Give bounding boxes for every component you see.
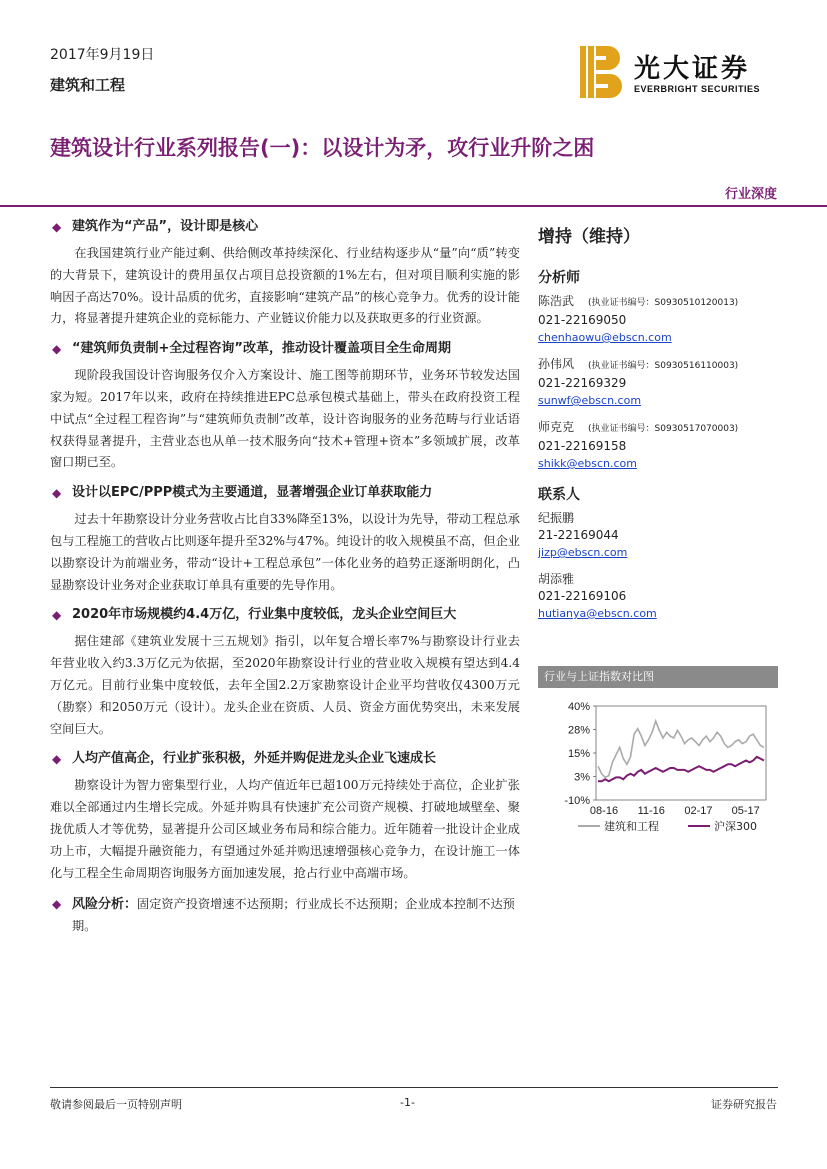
analyst-card [538,356,778,409]
logo-english-name: EVERBRIGHT SECURITIES [634,84,761,94]
legend-label: 建筑和工程 [604,820,659,833]
x-tick-label: 05-17 [731,805,760,817]
section-1 [50,218,520,330]
footer-disclaimer: 敬请参阅最后一页特别声明 [50,1098,182,1111]
analyst-name: 师克克 [538,420,575,434]
report-title: 建筑设计行业系列报告(一)：以设计为矛，攻行业升阶之困 [50,136,595,160]
report-date: 2017年9月19日 [50,47,155,63]
diamond-bullet-icon: ◆ [52,608,62,623]
section-5 [50,750,520,884]
chart-title: 行业与上证指数对比图 [538,666,778,688]
section-3 [50,484,520,596]
contact-heading: 联系人 [538,487,580,503]
analyst-card [538,293,778,346]
analyst-phone: 021-22169050 [538,313,627,327]
page-number: -1- [400,1096,415,1109]
index-comparison-chart [538,666,778,846]
analyst-email-link[interactable]: chenhaowu@ebscn.com [538,331,672,344]
logo-chinese-name: 光大证券 [634,54,751,84]
footer-report-label: 证券研究报告 [711,1098,777,1111]
diamond-bullet-icon: ◆ [52,752,62,767]
section-heading: ◆ 建筑作为“产品”，设计即是核心 [52,219,259,234]
sector-name: 建筑和工程 [50,76,126,94]
contact-name: 胡添雅 [538,572,575,586]
x-tick-label: 11-16 [637,805,665,817]
footer-divider [50,1087,778,1088]
report-type-tag: 行业深度 [724,187,777,202]
contact-card [538,571,778,622]
contact-name: 纪振鹏 [538,511,575,525]
contact-phone: 21-22169044 [538,528,619,542]
analyst-heading: 分析师 [538,270,580,286]
y-tick-label: 15% [567,748,590,760]
legend-label: 沪深300 [714,820,757,833]
contact-phone: 021-22169106 [538,589,627,603]
section-4 [50,606,520,740]
contact-email-link[interactable]: hutianya@ebscn.com [538,607,657,620]
section-heading: ◆ 2020年市场规模约4.4万亿，行业集中度较低，龙头企业空间巨大 [52,607,457,623]
chart-canvas [538,688,778,846]
investment-rating: 增持（维持） [538,227,640,247]
diamond-bullet-icon: ◆ [52,342,62,357]
contact-email-link[interactable]: jizp@ebscn.com [538,546,628,559]
y-tick-label: 40% [567,701,590,713]
section-body: 过去十年勘察设计分业务营收占比自33%降至13%，以设计为先导，带动工程总承包与工程施工的营收占比则逐年提升至32%与47%。纯设计的收入规模虽不高，但企业以勘察设计为前端业务，带动“设计+工程总承包”一体化业务的趋势正逐渐明朗化，凸显勘察设计业务对企业获取订单具有重要的先导作用。 [50,512,520,592]
diamond-bullet-icon: ◆ [52,220,62,234]
diamond-bullet-icon: ◆ [52,897,62,912]
header-divider [0,205,827,207]
diamond-bullet-icon: ◆ [52,486,62,501]
analyst-phone: 021-22169158 [538,439,627,453]
analyst-email-link[interactable]: sunwf@ebscn.com [538,394,642,407]
company-logo [578,44,778,104]
section-heading: ◆ “建筑师负责制+全过程咨询”改革，推动设计覆盖项目全生命周期 [52,341,451,357]
risk-label: 风险分析： [72,897,138,913]
analyst-name: 孙伟风 [538,357,575,371]
sidebar [538,222,778,632]
risk-analysis [50,894,520,938]
analyst-email-link[interactable]: shikk@ebscn.com [538,457,637,470]
section-heading: ◆ 人均产值高企，行业扩张积极，外延并购促进龙头企业飞速成长 [52,751,437,767]
analyst-name: 陈浩武 [538,294,575,308]
section-body: 现阶段我国设计咨询服务仅介入方案设计、施工图等前期环节，业务环节较发达国家为短。2017年以来，政府在持续推进EPC总承包模式基础上，带头在政府投资工程中试点“全过程工程咨询”与“建筑师负责制”改革，设计咨询服务的业务范畴与行业话语权获得显著提升，主营业态也从单一技术服务向“技术+管理+资本”多领域扩展，改革窗口期已至。 [50,368,520,470]
section-body: 据住建部《建筑业发展十三五规划》指引，以年复合增长率7%与勘察设计行业去年营业收入约3.3万亿元为依据，至2020年勘察设计行业的营业收入规模有望达到4.4万亿元。目前行业集中度较低，去年全国2.2万家勘察设计企业平均营收仅4300万元（勘察）和2050万元（设计）。龙头企业在资质、人员、资金方面优势突出，未来发展空间巨大。 [50,634,520,736]
section-heading: ◆ 设计以EPC/PPP模式为主要通道，显著增强企业订单获取能力 [52,485,433,501]
analyst-card [538,419,778,472]
analyst-phone: 021-22169329 [538,376,627,390]
series-line-csi300 [598,757,764,781]
y-tick-label: -10% [564,795,590,807]
section-body: 勘察设计为智力密集型行业，人均产值近年已超100万元持续处于高位，企业扩张难以全部通过内生增长完成。外延并购具有快速扩充公司资产规模、打破地域壁垒、聚拢优质人才等优势，显著提升公司区域业务布局和综合能力。近年随着一批设计企业成功上市，大幅提升融资能力，有望通过外延并购迅速增强核心竞争力，在设计施工一体化与工程全生命周期咨询服务方面加速发展，抢占行业中高端市场。 [50,778,520,880]
analyst-cert: (执业证书编号：S0930510120013) [588,298,739,308]
risk-text: 固定资产投资增速不达预期；行业成长不达预期；企业成本控制不达预期。 [72,897,515,934]
contact-card [538,510,778,561]
analyst-cert: (执业证书编号：S0930516110003) [588,361,739,371]
section-body: 在我国建筑行业产能过剩、供给侧改革持续深化、行业结构逐步从“量”向“质”转变的大背景下，建筑设计的费用虽仅占项目总投资额的1%左右，但对项目顺利实施的影响因子高达70%。设计品质的优劣，直接影响“建筑产品”的核心竞争力。优秀的设计能力，将显著提升建筑企业的竞标能力、产业链议价能力以及获取更多的行业资源。 [50,246,520,326]
section-2 [50,340,520,474]
main-content [50,218,520,938]
x-tick-label: 02-17 [684,805,713,817]
y-tick-label: 28% [567,724,590,737]
analyst-cert: (执业证书编号：S0930517070003) [588,424,739,434]
x-tick-label: 08-16 [589,805,619,817]
y-tick-label: 3% [574,771,590,784]
everbright-logo-icon [578,44,628,100]
